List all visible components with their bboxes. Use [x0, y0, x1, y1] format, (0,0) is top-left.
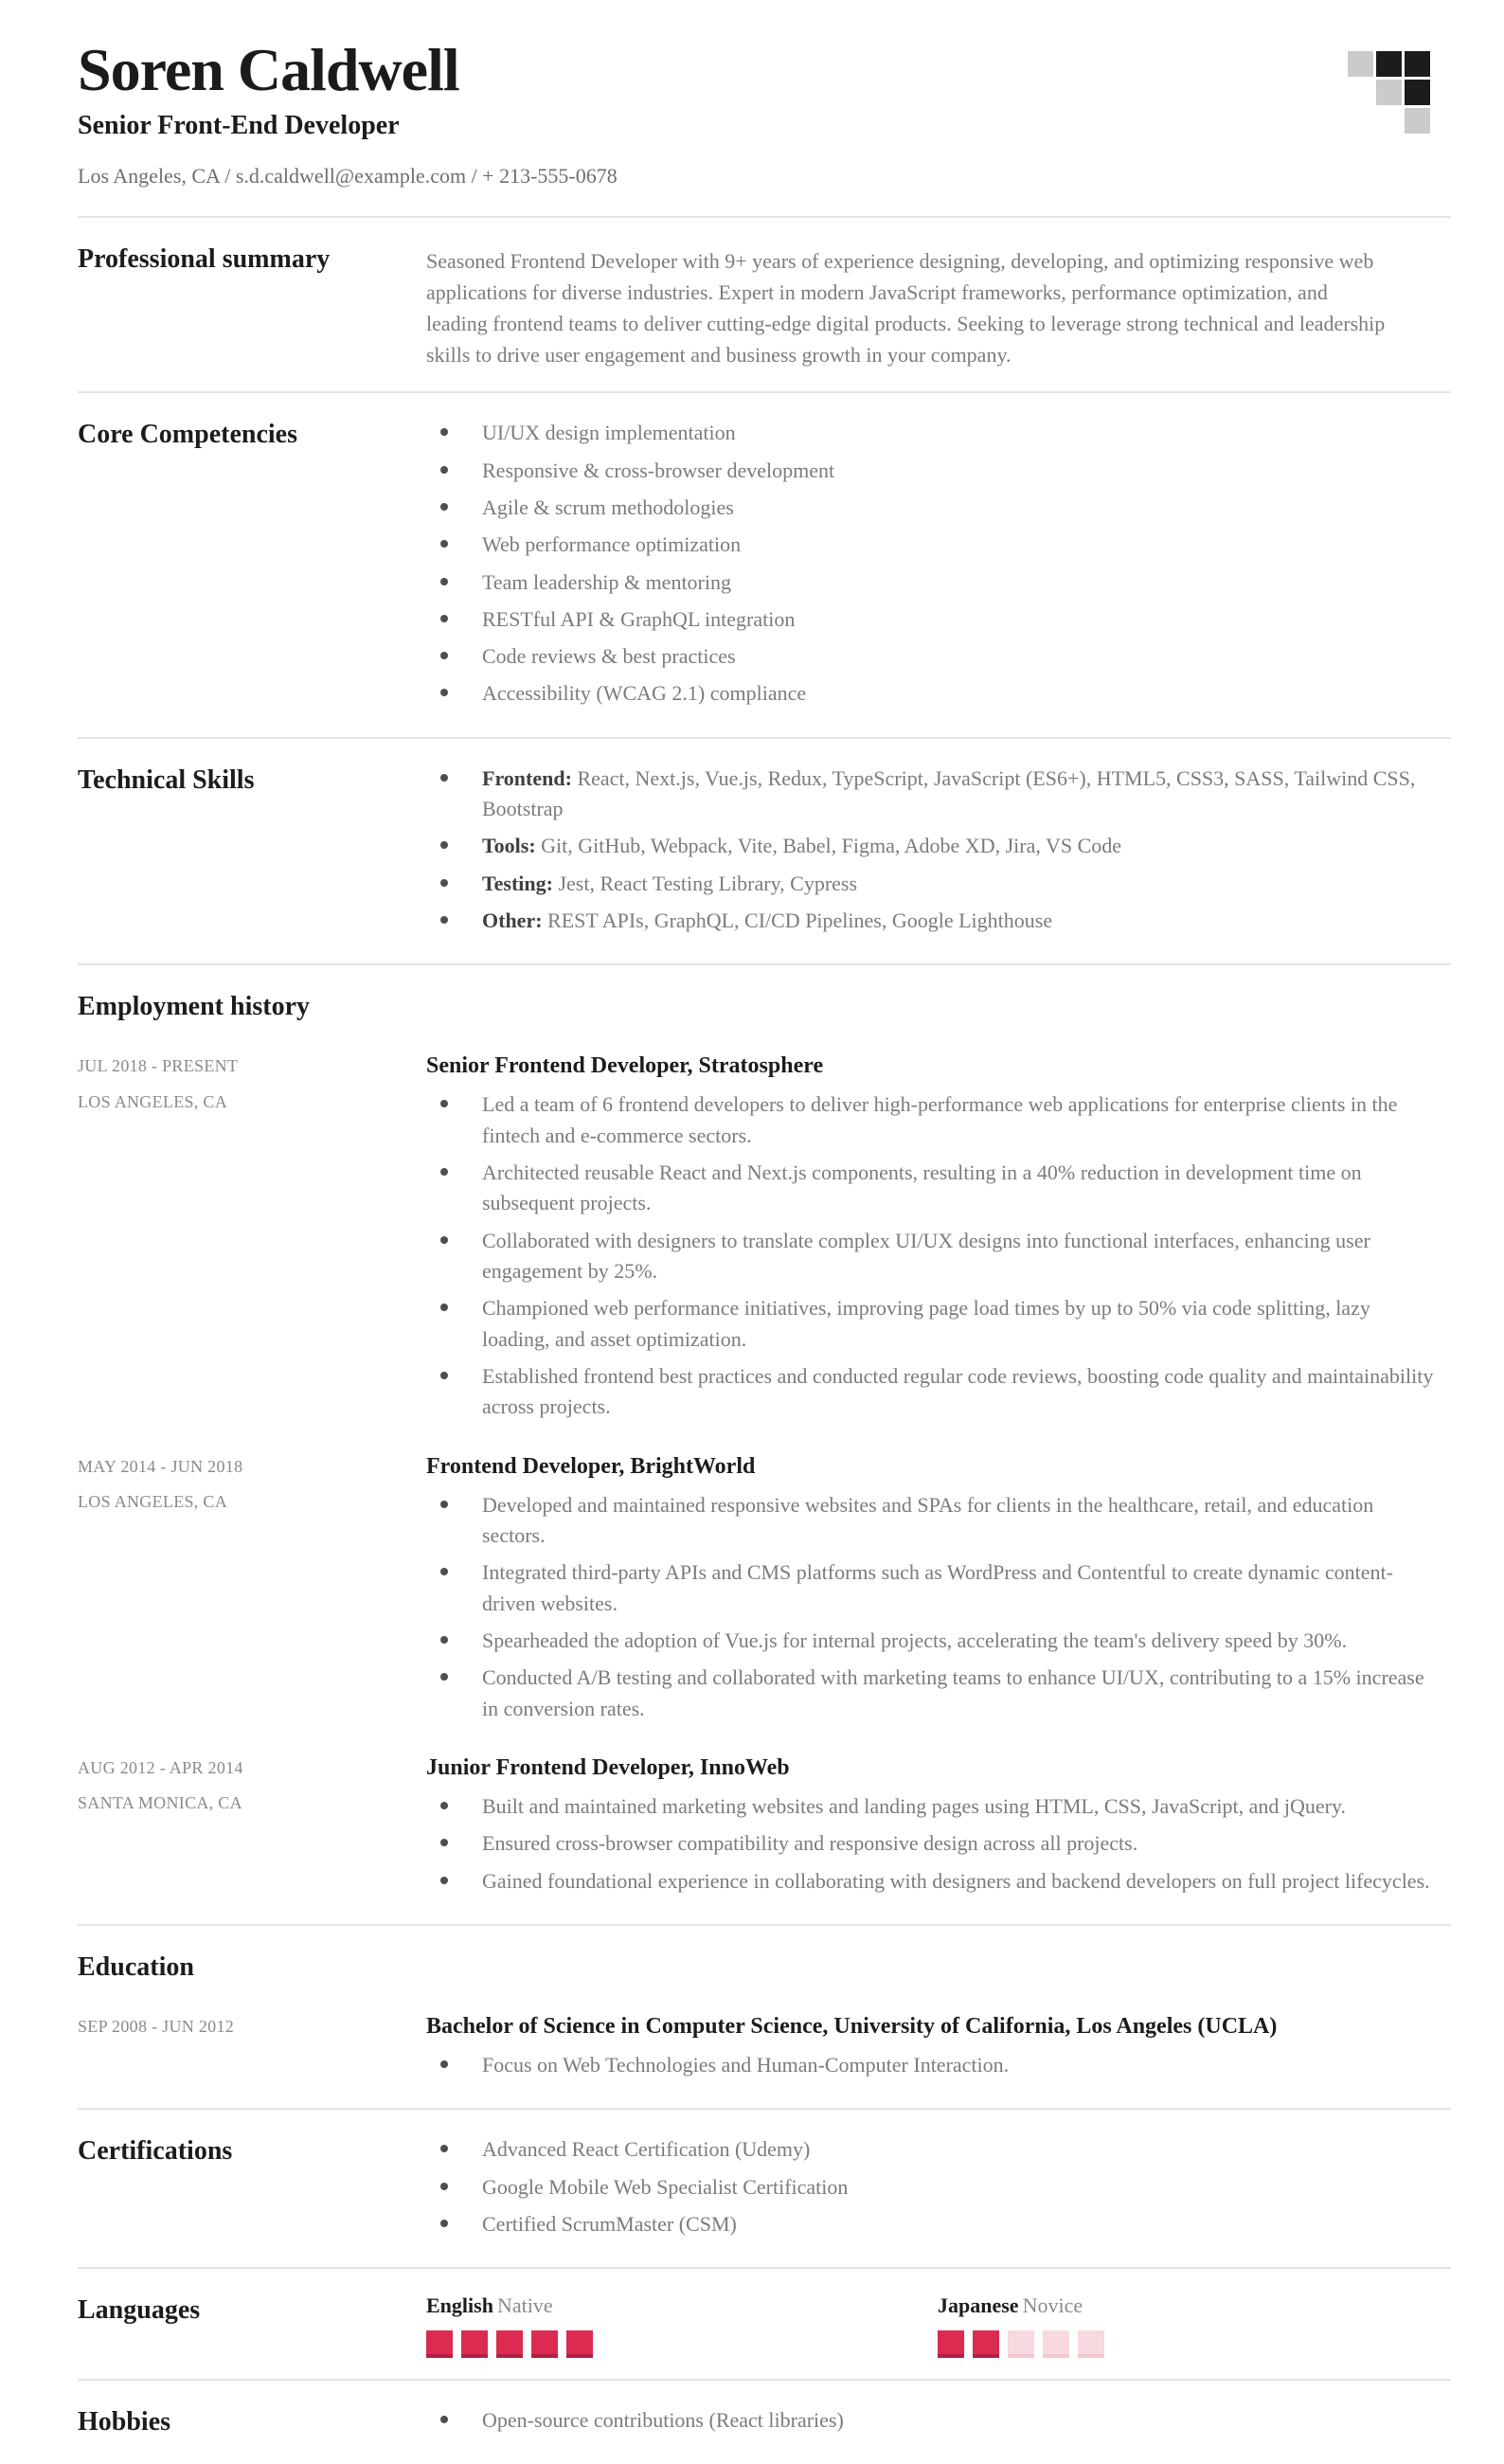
list-item [426, 1490, 1439, 1552]
bullet-icon [440, 466, 448, 474]
skill-square [973, 2330, 999, 2358]
job-bullets [426, 1791, 1451, 1897]
candidate-name: Soren Caldwell [78, 36, 459, 103]
competencies-heading: Core Competencies [78, 420, 297, 450]
bullet-icon [440, 1168, 448, 1176]
hobbies-heading: Hobbies [78, 2407, 171, 2437]
job-title: Frontend Developer, BrightWorld [426, 1453, 756, 1479]
bullet-icon [440, 615, 448, 622]
list-item-text: RESTful API & GraphQL integration [482, 606, 796, 631]
job-bullets [426, 1490, 1451, 1724]
language-label [426, 2293, 938, 2318]
header-identity [78, 36, 618, 189]
list-item-text: Developed and maintained responsive websites and SPAs for clients in the healthcare, retail, and education sectors. [482, 1492, 1374, 1548]
list-item [426, 1361, 1439, 1423]
list-item [426, 530, 1439, 560]
employment-heading: Employment history [78, 992, 310, 1022]
education-dates: SEP 2008 - JUN 2012 [78, 2017, 235, 2037]
section-languages [78, 2269, 1451, 2379]
skill-category-label: Other: [482, 908, 543, 933]
list-item [426, 2405, 1439, 2436]
bullet-icon [440, 503, 448, 511]
bullet-icon [440, 1372, 448, 1379]
list-item-text: Web performance optimization [482, 532, 742, 557]
summary-heading: Professional summary [78, 244, 331, 275]
candidate-title: Senior Front-End Developer [78, 111, 400, 140]
education-entry [78, 2012, 1451, 2087]
list-item [426, 2134, 1439, 2165]
list-item [426, 1557, 1439, 1619]
language-name: Japanese [938, 2293, 1019, 2318]
job-entry [78, 1052, 1451, 1429]
list-item [426, 764, 1439, 825]
job-meta [78, 1754, 426, 1903]
list-item-text: Gained foundational experience in collaborating with designers and backend developers on full project lifecycles. [482, 1868, 1430, 1893]
bullet-icon [440, 2183, 448, 2190]
list-item [426, 831, 1439, 861]
logo-square [1405, 51, 1430, 77]
skill-square [1008, 2330, 1034, 2358]
list-item-text: Accessibility (WCAG 2.1) compliance [482, 681, 807, 706]
list-item [426, 869, 1439, 899]
bullet-icon [440, 2145, 448, 2152]
bullet-icon [440, 1839, 448, 1846]
certifications-heading: Certifications [78, 2136, 233, 2167]
list-item-text: Jest, React Testing Library, Cypress [558, 871, 858, 895]
list-item-text: Git, GitHub, Webpack, Vite, Babel, Figma, Adobe XD, Jira, VS Code [541, 834, 1122, 858]
logo-square [1348, 80, 1373, 105]
list-item-text: Open-source contributions (React libraries) [482, 2408, 844, 2433]
job-location: LOS ANGELES, CA [78, 1091, 228, 1111]
job-location: SANTA MONICA, CA [78, 1793, 242, 1813]
section-skills [78, 739, 1451, 964]
bullet-icon [440, 1636, 448, 1644]
skills-list [426, 764, 1451, 944]
bullet-icon [440, 1501, 448, 1508]
section-competencies [78, 393, 1451, 737]
list-item-text: Code reviews & best practices [482, 644, 736, 669]
skill-square [566, 2330, 593, 2358]
bullet-icon [440, 428, 448, 436]
header [78, 36, 1451, 216]
list-item [426, 1663, 1439, 1724]
job-dates: MAY 2014 - JUN 2018 [78, 1456, 243, 1476]
bullet-icon [440, 689, 448, 696]
list-item-text: Collaborated with designers to translate complex UI/UX designs into functional interfaces, enhancing user engagement by 25%. [482, 1228, 1370, 1284]
list-item [426, 641, 1439, 672]
list-item-text: UI/UX design implementation [482, 421, 736, 445]
logo-square [1376, 80, 1402, 105]
skill-square [1043, 2330, 1069, 2358]
summary-text: Seasoned Frontend Developer with 9+ years of experience designing, developing, and optimizing responsive web applications for diverse industries. Expert in modern JavaScript frameworks, performance optimization, and leading frontend teams to deliver cutting-edge digital products. Seeking to leverage strong technical and leadership skills to drive user engagement and business growth in your company. [426, 249, 1386, 368]
list-item-text: Conducted A/B testing and collaborated with marketing teams to enhance UI/UX, contributing to a 15% increase in conversion rates. [482, 1665, 1424, 1720]
list-item [426, 1293, 1439, 1355]
language-level: Novice [1022, 2293, 1083, 2318]
list-item [426, 567, 1439, 598]
language-level: Native [496, 2293, 553, 2318]
bullet-icon [440, 1304, 448, 1311]
job-entry [78, 1754, 1451, 1903]
languages-list [426, 2293, 1451, 2358]
list-item-text: Established frontend best practices and conducted regular code reviews, boosting code quality and maintainability across projects. [482, 1364, 1434, 1419]
education-degree: Bachelor of Science in Computer Science, University of California, Los Angeles (UCLA) [426, 2014, 1278, 2040]
hobbies-list [426, 2405, 1451, 2442]
bullet-icon [440, 578, 448, 585]
job-meta [78, 1452, 426, 1731]
list-item [426, 493, 1439, 523]
logo-square [1348, 51, 1373, 77]
job-dates: JUL 2018 - PRESENT [78, 1056, 239, 1076]
language-label [938, 2293, 1451, 2318]
list-item-text: Google Mobile Web Specialist Certification [482, 2174, 849, 2199]
skill-square [461, 2330, 488, 2358]
job-body [426, 1052, 1451, 1429]
skill-square [496, 2330, 523, 2358]
bullet-icon [440, 652, 448, 659]
list-item [426, 1226, 1439, 1287]
job-dates: AUG 2012 - APR 2014 [78, 1758, 243, 1778]
list-item-text: Architected reusable React and Next.js components, resulting in a 40% reduction in development time on subsequent projects. [482, 1160, 1362, 1215]
job-location: LOS ANGELES, CA [78, 1492, 228, 1512]
skill-category-label: Tools: [482, 834, 536, 858]
languages-heading: Languages [78, 2295, 201, 2326]
list-item [426, 2050, 1439, 2080]
job-bullets [426, 1089, 1451, 1422]
bullet-icon [440, 1568, 448, 1575]
list-item-text: Agile & scrum methodologies [482, 495, 734, 519]
bullet-icon [440, 1802, 448, 1809]
bullet-icon [440, 1236, 448, 1244]
skills-heading: Technical Skills [78, 764, 255, 795]
contact-line: Los Angeles, CA / s.d.caldwell@example.com / + 213-555-0678 [78, 163, 618, 188]
job-meta [78, 1052, 426, 1429]
bullet-icon [440, 2220, 448, 2227]
skill-category-label: Testing: [482, 871, 553, 895]
skill-square [1078, 2330, 1104, 2358]
employment-jobs [78, 1052, 1451, 1903]
language-item [426, 2293, 938, 2358]
section-summary [78, 218, 1451, 391]
job-entry [78, 1452, 1451, 1731]
skill-bar [938, 2330, 1451, 2358]
logo-square [1405, 80, 1430, 105]
bullet-icon [440, 2060, 448, 2068]
list-item [426, 2209, 1439, 2239]
list-item [426, 1089, 1439, 1151]
list-item-text: Championed web performance initiatives, improving page load times by up to 50% via code splitting, lazy loading, and asset optimization. [482, 1296, 1370, 1351]
logo-square [1376, 108, 1402, 134]
list-item-text: Responsive & cross-browser development [482, 458, 835, 482]
list-item-text: Led a team of 6 frontend developers to deliver high-performance web applications for enterprise clients in the fintech and e-commerce sectors. [482, 1092, 1398, 1147]
certifications-list [426, 2134, 1451, 2246]
bullet-icon [440, 774, 448, 782]
bullet-icon [440, 841, 448, 849]
logo-square [1376, 51, 1402, 77]
education-meta [78, 2012, 426, 2087]
skill-square [938, 2330, 964, 2358]
bullet-icon [440, 2416, 448, 2423]
list-item [426, 604, 1439, 635]
bullet-icon [440, 1877, 448, 1884]
list-item [426, 1828, 1439, 1859]
list-item [426, 418, 1439, 448]
section-certifications [78, 2110, 1451, 2267]
list-item [426, 906, 1439, 936]
job-title: Junior Frontend Developer, InnoWeb [426, 1755, 790, 1781]
bullet-icon [440, 1100, 448, 1107]
logo-square [1405, 108, 1430, 134]
skill-square [426, 2330, 453, 2358]
job-body [426, 1452, 1451, 1731]
skill-square [531, 2330, 558, 2358]
education-heading: Education [78, 1952, 194, 1983]
logo-square [1348, 108, 1373, 134]
list-item-text: Integrated third-party APIs and CMS platforms such as WordPress and Contentful to create dynamic content-driven websites. [482, 1560, 1393, 1615]
bullet-icon [440, 916, 448, 924]
list-item-text: Built and maintained marketing websites and landing pages using HTML, CSS, JavaScript, and jQuery. [482, 1794, 1347, 1819]
section-education [78, 1926, 1451, 2108]
list-item-text: Team leadership & mentoring [482, 569, 731, 594]
list-item [426, 456, 1439, 486]
list-item [426, 678, 1439, 709]
list-item [426, 1158, 1439, 1219]
job-title: Senior Frontend Developer, Stratosphere [426, 1053, 824, 1079]
bullet-icon [440, 540, 448, 548]
job-body [426, 1754, 1451, 1903]
education-body [426, 2012, 1451, 2087]
language-name: English [426, 2293, 493, 2318]
list-item-text: Spearheaded the adoption of Vue.js for internal projects, accelerating the team's delivery speed by 30%. [482, 1628, 1348, 1653]
list-item-text: Advanced React Certification (Udemy) [482, 2137, 811, 2162]
skill-category-label: Frontend: [482, 765, 572, 790]
list-item-text: REST APIs, GraphQL, CI/CD Pipelines, Google Lighthouse [547, 908, 1053, 933]
list-item [426, 1626, 1439, 1656]
language-item [938, 2293, 1451, 2358]
squares-logo-icon [1348, 51, 1430, 134]
list-item [426, 2172, 1439, 2203]
list-item-text: Certified ScrumMaster (CSM) [482, 2212, 737, 2236]
list-item [426, 1866, 1439, 1897]
bullet-icon [440, 1673, 448, 1681]
list-item [426, 1791, 1439, 1822]
list-item-text: React, Next.js, Vue.js, Redux, TypeScript, JavaScript (ES6+), HTML5, CSS3, SASS, Tailwind CSS, Bootstrap [482, 765, 1416, 821]
list-item-text: Focus on Web Technologies and Human-Computer Interaction. [482, 2053, 1010, 2077]
competencies-list [426, 418, 1451, 716]
section-hobbies [78, 2381, 1451, 2463]
section-employment [78, 965, 1451, 1924]
education-bullets [426, 2050, 1451, 2080]
list-item-text: Ensured cross-browser compatibility and responsive design across all projects. [482, 1831, 1138, 1856]
bullet-icon [440, 879, 448, 887]
skill-bar [426, 2330, 938, 2358]
